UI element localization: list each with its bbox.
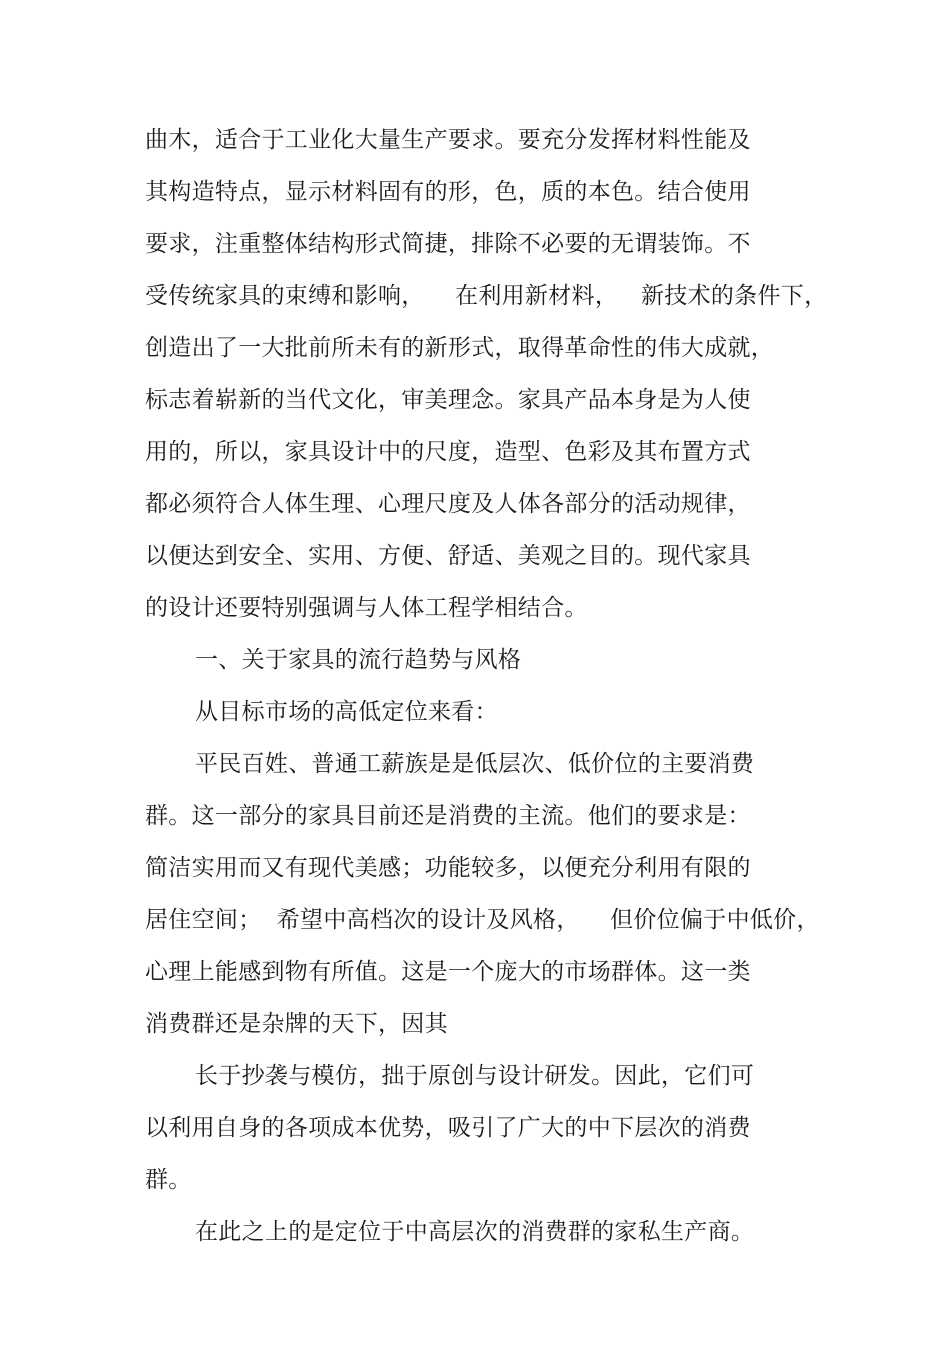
body-text-line: 从目标市场的高低定位来看： [195, 699, 498, 725]
body-text-line: 创造出了一大批前所未有的新形式，取得革命性的伟大成就， [145, 335, 775, 361]
body-text-line: 居住空间； 希望中高档次的设计及风格， 但价位偏于中低价， [145, 907, 820, 933]
body-text-line: 曲木，适合于工业化大量生产要求。要充分发挥材料性能及 [145, 127, 751, 153]
section-heading: 一、关于家具的流行趋势与风格 [195, 647, 522, 673]
body-text-line: 标志着崭新的当代文化，审美理念。家具产品本身是为人使 [145, 387, 751, 413]
body-text-line: 要求，注重整体结构形式简捷，排除不必要的无谓装饰。不 [145, 231, 751, 257]
body-text-line: 在此之上的是定位于中高层次的消费群的家私生产商。 [195, 1219, 755, 1245]
body-text-line: 简洁实用而又有现代美感；功能较多，以便充分利用有限的 [145, 855, 751, 881]
body-text-line: 的设计还要特别强调与人体工程学相结合。 [145, 595, 588, 621]
body-text-line: 群。 [145, 1167, 192, 1193]
body-text-line: 平民百姓、普通工薪族是是低层次、低价位的主要消费 [195, 751, 755, 777]
body-text-line: 群。这一部分的家具目前还是消费的主流。他们的要求是： [145, 803, 751, 829]
body-text-line: 心理上能感到物有所值。这是一个庞大的市场群体。这一类 [145, 959, 751, 985]
body-text-line: 都必须符合人体生理、心理尺度及人体各部分的活动规律， [145, 491, 751, 517]
body-text-line: 其构造特点，显示材料固有的形，色，质的本色。结合使用 [145, 179, 751, 205]
body-text-line: 用的，所以，家具设计中的尺度，造型、色彩及其布置方式 [145, 439, 751, 465]
body-text-line: 长于抄袭与模仿，拙于原创与设计研发。因此，它们可 [195, 1063, 755, 1089]
body-text-line: 受传统家具的束缚和影响， 在利用新材料， 新技术的条件下， [145, 283, 828, 309]
body-text-line: 消费群还是杂牌的天下，因其 [145, 1011, 448, 1037]
body-text-line: 以利用自身的各项成本优势，吸引了广大的中下层次的消费 [145, 1115, 751, 1141]
body-text-line: 以便达到安全、实用、方便、舒适、美观之目的。现代家具 [145, 543, 751, 569]
